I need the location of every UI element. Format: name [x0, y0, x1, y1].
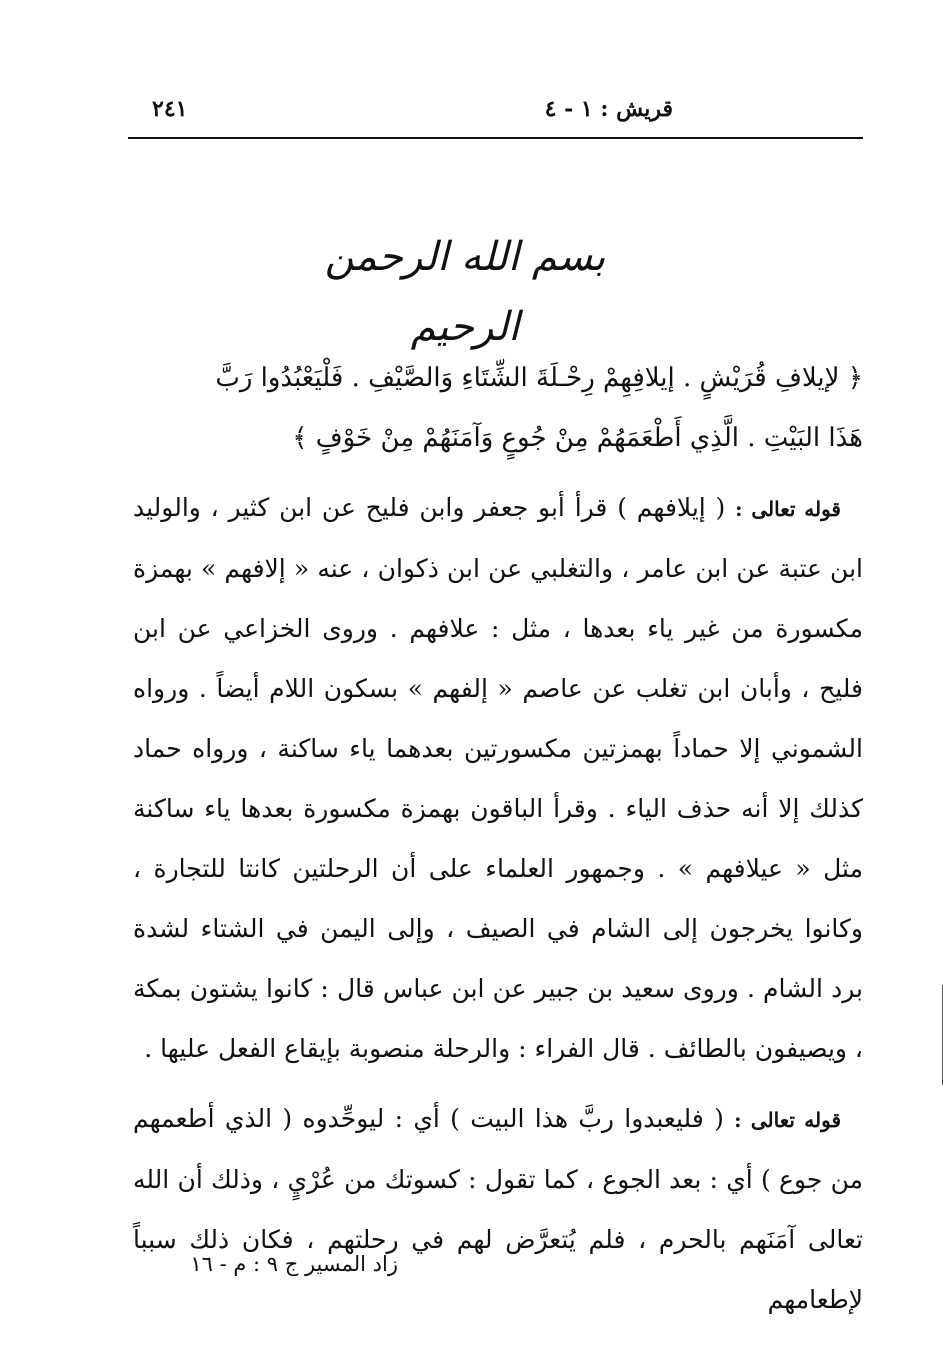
- verse-line: هَذَا البَيْتِ . الَّذِي أَطْعَمَهُمْ مِنْ جُوعٍ وَآمَنَهُمْ مِنْ خَوْفٍ ﴾: [292, 423, 863, 453]
- commentary-paragraph: [133, 478, 863, 1079]
- printer-signature: زاد المسير ج ٩ : م - ١٦: [190, 1252, 398, 1276]
- paragraph-text: ( إيلافهم ) قرأ أبو جعفر وابن فليح عن ابن كثير ، والوليد ابن عتبة عن ابن عامر ، والتغلبي عن ابن ذكوان ، عنه « إلافهم » بهمزة مكسورة من غير ياء بعدها ، مثل : علافهم . وروى الخزاعي عن ابن فليح ، وأبان ابن تغلب عن عاصم « إلفهم » بسكون اللام أيضاً . ورواه الشموني إلا حماداً بهمزتين مكسورتين بعدهما ياء ساكنة ، ورواه حماد كذلك إلا أنه حذف الياء . وقرأ الباقون بهمزة مكسورة بعدها ياء ساكنة مثل « عيلافهم » . وجمهور العلماء على أن الرحلتين كانتا للتجارة ، وكانوا يخرجون إلى الشام في الصيف ، وإلى اليمن في الشتاء لشدة برد الشام . وروى سعيد بن جبير عن ابن عباس قال : كانوا يشتون بمكة ، ويصيفون بالطائف . قال الفراء : والرحلة منصوبة بإيقاع الفعل عليها .: [133, 493, 863, 1063]
- verse-line: ﴿ لإيلافِ قُرَيْشٍ . إيلافِهِمْ رِحْـلَةَ الشِّتَاءِ وَالصَّيْفِ . فَلْيَعْبُدُوا رَبَّ: [215, 363, 863, 393]
- paragraph-text: ( فليعبدوا ربَّ هذا البيت ) أي : ليوحِّدوه ( الذي أطعمهم من جوع ) أي : بعد الجوع ، كما تقول : كسوتك من عُرْيٍ ، وذلك أن الله تعالى آمَنَهم بالحرم ، فلم يُتعرَّض لهم في رحلتهم ، فكان ذلك سبباً لإطعامهم: [133, 1104, 863, 1314]
- quran-verse: [133, 348, 863, 468]
- main-text: [133, 348, 863, 1340]
- basmala-calligraphy: بسم الله الرحمن الرحيم: [324, 234, 606, 350]
- page-number: ٢٤١: [152, 96, 188, 122]
- commentary-paragraph: [133, 1089, 863, 1330]
- paragraph-lead: قوله تعالى :: [735, 497, 841, 521]
- scan-edge-line: [938, 985, 943, 1085]
- paragraph-lead: قوله تعالى :: [734, 1108, 841, 1132]
- header-divider: [128, 137, 863, 139]
- running-title: قريش : ١ - ٤: [544, 96, 673, 122]
- page-header: [130, 92, 863, 128]
